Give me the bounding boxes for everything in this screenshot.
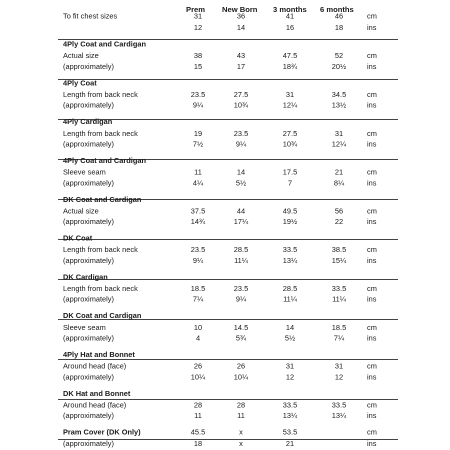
row-label: (approximately) bbox=[63, 439, 114, 449]
size-value: 7½ bbox=[192, 139, 204, 149]
size-value: 18.5 bbox=[331, 323, 347, 332]
size-value: 26 bbox=[193, 361, 203, 371]
section-heading: DK Coat bbox=[63, 233, 93, 243]
section-heading: DK Cardigan bbox=[63, 272, 108, 282]
row-label: (approximately) bbox=[63, 411, 114, 421]
unit-label: ins bbox=[367, 217, 377, 227]
table-row bbox=[0, 256, 450, 266]
row-label: Actual size bbox=[63, 206, 99, 216]
size-value: 33.5 bbox=[331, 284, 347, 293]
size-value: 33.5 bbox=[331, 400, 347, 410]
size-value: 15¼ bbox=[331, 256, 347, 265]
row-label: Length from back neck bbox=[63, 245, 138, 255]
size-value: 23.5 bbox=[233, 284, 249, 293]
size-value: 13¼ bbox=[282, 411, 298, 421]
size-value: 17.5 bbox=[282, 167, 298, 177]
column-header-prem: Prem bbox=[186, 5, 205, 14]
unit-label: ins bbox=[367, 333, 377, 343]
table-row bbox=[0, 140, 450, 150]
size-value: 28 bbox=[193, 400, 203, 410]
row-label: Actual size bbox=[63, 51, 99, 61]
size-value: 17 bbox=[236, 62, 246, 71]
size-value: 14¾ bbox=[190, 217, 206, 227]
unit-label: ins bbox=[367, 411, 377, 421]
size-value: 53.5 bbox=[282, 427, 298, 437]
unit-label: cm bbox=[367, 427, 377, 437]
table-row bbox=[0, 117, 450, 127]
section-heading: 4Ply Hat and Bonnet bbox=[63, 350, 135, 359]
unit-label: ins bbox=[367, 178, 377, 188]
unit-label: cm bbox=[367, 90, 377, 99]
size-value: 19 bbox=[193, 129, 203, 138]
table-row bbox=[0, 428, 450, 438]
table-row bbox=[0, 195, 450, 205]
size-value: 38.5 bbox=[331, 245, 347, 255]
row-label: Length from back neck bbox=[63, 90, 138, 99]
size-value: 46 bbox=[334, 11, 344, 21]
size-value: 4¼ bbox=[192, 178, 204, 188]
section-heading: 4Ply Cardigan bbox=[63, 117, 113, 127]
size-value: 9¼ bbox=[192, 100, 204, 110]
size-value: 17¼ bbox=[233, 217, 249, 227]
size-value: x bbox=[239, 427, 243, 437]
section-heading: 4Ply Coat and Cardigan bbox=[63, 39, 146, 49]
size-value: 14.5 bbox=[233, 323, 249, 332]
size-value: 49.5 bbox=[282, 206, 298, 216]
size-value: 10¾ bbox=[282, 139, 298, 149]
row-label: Length from back neck bbox=[63, 284, 138, 293]
column-header-3-months: 3 months bbox=[273, 5, 307, 14]
size-value: 10¼ bbox=[190, 372, 206, 382]
size-value: 31 bbox=[334, 129, 344, 138]
size-value: 38 bbox=[193, 51, 203, 61]
size-value: 21 bbox=[334, 167, 344, 177]
size-value: 20½ bbox=[331, 62, 347, 71]
size-value: 23.5 bbox=[190, 90, 206, 99]
table-row bbox=[0, 245, 450, 255]
size-value: 14 bbox=[236, 167, 246, 177]
table-row bbox=[0, 439, 450, 449]
size-value: 27.5 bbox=[282, 129, 298, 138]
unit-label: cm bbox=[367, 129, 377, 138]
table-row bbox=[0, 362, 450, 372]
size-value: 36 bbox=[236, 11, 246, 21]
column-header-6-months: 6 months bbox=[320, 5, 354, 14]
size-value: 22 bbox=[334, 217, 344, 227]
size-value: 47.5 bbox=[282, 51, 298, 61]
table-row bbox=[0, 411, 450, 421]
unit-label: cm bbox=[367, 167, 377, 177]
unit-label: cm bbox=[367, 400, 377, 410]
size-value: 37.5 bbox=[190, 206, 206, 216]
unit-label: ins bbox=[367, 372, 377, 382]
size-value: 33.5 bbox=[282, 245, 298, 255]
size-value: 11 bbox=[237, 411, 245, 421]
size-value: 15 bbox=[193, 62, 203, 71]
table-row bbox=[0, 234, 450, 244]
row-label: (approximately) bbox=[63, 294, 114, 304]
unit-label: ins bbox=[367, 439, 377, 449]
size-value: 13¼ bbox=[331, 411, 347, 421]
size-value: 11 bbox=[194, 167, 202, 177]
size-value: 10¾ bbox=[233, 100, 249, 110]
size-value: 9¼ bbox=[192, 256, 204, 265]
table-row bbox=[0, 178, 450, 188]
table-row bbox=[0, 207, 450, 217]
table-row bbox=[0, 350, 450, 360]
size-value: 12 bbox=[193, 23, 203, 33]
size-value: 16 bbox=[285, 23, 295, 33]
size-value: 10 bbox=[193, 323, 203, 332]
table-row bbox=[0, 168, 450, 178]
size-value: 27.5 bbox=[233, 90, 249, 99]
row-label: To fit chest sizes bbox=[63, 11, 118, 21]
section-heading: 4Ply Coat bbox=[63, 78, 97, 88]
table-row bbox=[0, 323, 450, 333]
size-value: 12 bbox=[334, 372, 344, 382]
size-value: 12¼ bbox=[282, 100, 298, 110]
size-value: 18 bbox=[334, 23, 344, 33]
size-value: 10¼ bbox=[233, 372, 249, 382]
size-value: 11 bbox=[194, 411, 202, 421]
table-row bbox=[0, 62, 450, 72]
table-row bbox=[0, 101, 450, 111]
size-value: 31 bbox=[285, 361, 295, 371]
table-row bbox=[0, 90, 450, 100]
size-value: 8¼ bbox=[333, 178, 345, 188]
table-row bbox=[0, 273, 450, 283]
unit-label: ins bbox=[367, 256, 377, 265]
size-value: 12 bbox=[285, 372, 295, 382]
table-row bbox=[0, 79, 450, 89]
size-value: x bbox=[239, 439, 243, 449]
unit-label: ins bbox=[367, 100, 377, 110]
table-row bbox=[0, 295, 450, 305]
size-value: 14 bbox=[236, 23, 246, 33]
size-value: 21 bbox=[285, 439, 295, 449]
size-value: 7¼ bbox=[333, 333, 345, 343]
size-value: 13½ bbox=[331, 100, 347, 110]
size-value: 33.5 bbox=[282, 400, 298, 410]
unit-label: cm bbox=[367, 361, 377, 371]
size-value: 13¼ bbox=[282, 256, 298, 265]
size-value: 18¾ bbox=[282, 62, 298, 71]
table-row bbox=[0, 311, 450, 321]
size-value: 5¾ bbox=[235, 333, 247, 343]
size-value: 18.5 bbox=[190, 284, 206, 293]
size-value: 26 bbox=[236, 361, 246, 371]
size-value: 52 bbox=[334, 51, 344, 61]
row-label: (approximately) bbox=[63, 372, 114, 382]
table-row bbox=[0, 156, 450, 166]
size-value: 4 bbox=[195, 333, 201, 343]
table-row bbox=[0, 372, 450, 382]
size-value: 5½ bbox=[235, 178, 247, 188]
size-value: 5½ bbox=[284, 333, 296, 343]
size-value: 31 bbox=[334, 361, 344, 371]
table-row bbox=[0, 217, 450, 227]
table-row bbox=[0, 401, 450, 411]
size-value: 23.5 bbox=[233, 129, 249, 138]
size-value: 7 bbox=[287, 178, 293, 188]
row-label: Sleeve seam bbox=[63, 323, 106, 332]
section-heading: DK Coat and Cardigan bbox=[63, 194, 142, 204]
size-value: 9¼ bbox=[235, 294, 247, 304]
size-value: 19½ bbox=[282, 217, 298, 227]
size-value: 9¼ bbox=[235, 139, 247, 149]
unit-label: ins bbox=[367, 62, 377, 71]
row-label: (approximately) bbox=[63, 333, 114, 343]
row-label: (approximately) bbox=[63, 178, 114, 188]
row-label: (approximately) bbox=[63, 256, 114, 265]
unit-label: ins bbox=[367, 23, 377, 33]
table-row bbox=[0, 12, 450, 22]
section-heading: DK Hat and Bonnet bbox=[63, 388, 131, 398]
row-label: Sleeve seam bbox=[63, 167, 106, 177]
size-value: 7¼ bbox=[192, 294, 204, 304]
unit-label: cm bbox=[367, 323, 377, 332]
section-heading: 4Ply Coat and Cardigan bbox=[63, 156, 146, 165]
size-value: 12¼ bbox=[331, 139, 347, 149]
unit-label: cm bbox=[367, 245, 377, 255]
size-value: 31 bbox=[285, 90, 295, 99]
size-value: 28.5 bbox=[282, 284, 298, 293]
table-row bbox=[0, 129, 450, 139]
size-value: 45.5 bbox=[190, 427, 206, 437]
size-value: 28.5 bbox=[233, 245, 249, 255]
row-label: Around head (face) bbox=[63, 400, 127, 410]
size-value: 14 bbox=[285, 323, 295, 332]
size-value: 41 bbox=[285, 11, 295, 21]
section-heading: DK Coat and Cardigan bbox=[63, 311, 142, 321]
row-label: (approximately) bbox=[63, 62, 114, 71]
table-row bbox=[0, 51, 450, 61]
row-label: Around head (face) bbox=[63, 361, 127, 371]
unit-label: ins bbox=[367, 294, 377, 304]
size-value: 11¼ bbox=[234, 256, 248, 265]
size-value: 43 bbox=[236, 51, 246, 61]
row-label: Length from back neck bbox=[63, 129, 138, 138]
row-label: (approximately) bbox=[63, 100, 114, 110]
table-row bbox=[0, 284, 450, 294]
size-value: 23.5 bbox=[190, 245, 206, 255]
table-row bbox=[0, 334, 450, 344]
table-row bbox=[0, 23, 450, 33]
size-value: 44 bbox=[236, 206, 246, 216]
table-row bbox=[0, 40, 450, 50]
unit-label: cm bbox=[367, 206, 377, 216]
size-value: 11¼ bbox=[283, 294, 297, 304]
column-header-new-born: New Born bbox=[222, 5, 258, 14]
size-value: 34.5 bbox=[331, 90, 347, 99]
size-value: 28 bbox=[236, 400, 246, 410]
unit-label: cm bbox=[367, 284, 377, 293]
row-label: (approximately) bbox=[63, 217, 114, 227]
unit-label: cm bbox=[367, 51, 377, 61]
table-row bbox=[0, 389, 450, 399]
row-label: (approximately) bbox=[63, 139, 114, 149]
size-value: 11¼ bbox=[332, 294, 346, 304]
size-value: 18 bbox=[193, 439, 203, 449]
size-value: 31 bbox=[193, 11, 203, 21]
size-value: 56 bbox=[334, 206, 344, 216]
unit-label: cm bbox=[367, 11, 377, 21]
unit-label: ins bbox=[367, 139, 377, 149]
section-heading: Pram Cover (DK Only) bbox=[63, 427, 141, 437]
